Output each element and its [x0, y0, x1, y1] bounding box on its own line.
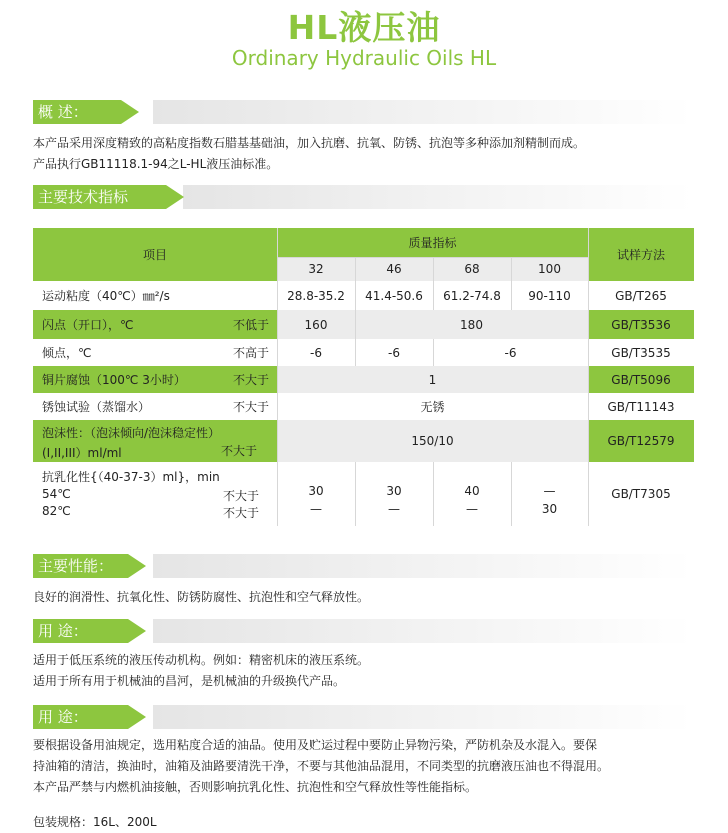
table-cell: 28.8-35.2 [277, 281, 355, 310]
row-rust-item: 锈蚀试验（蒸馏水） [33, 393, 213, 420]
notes-line: 持油箱的清洁，换油时，油箱及油路要清洗干净，不要与其他油品混用，不同类型的抗磨液压油也不得混用。 [33, 759, 610, 773]
row-viscosity-item: 运动粘度（40℃）㎜²/s [33, 281, 277, 310]
table-cell: 30 [386, 484, 402, 498]
performance-text [33, 587, 713, 608]
section-usage-header [33, 619, 693, 643]
table-cell: 61.2-74.8 [433, 281, 511, 310]
spec-table [33, 228, 694, 526]
row-flash-method: GB/T3536 [588, 310, 694, 339]
section-overview-title: 概 述： [33, 100, 121, 124]
table-cell: 30 [541, 502, 558, 516]
packaging-text: 包装规格：16L、200L [33, 815, 157, 829]
row-pour-limit: 不高于 [213, 339, 277, 366]
overview-text [33, 133, 713, 175]
row-flash-limit: 不低于 [213, 310, 277, 339]
table-cell: 90-110 [511, 281, 588, 310]
table-cell: 无锈 [277, 393, 588, 420]
notes-line: 要根据设备用油规定，选用粘度合适的油品。使用及贮运过程中要防止异物污染，严防机杂及水混入。要保 [33, 738, 598, 752]
usage-line: 适用于低压系统的液压传动机构。例如：精密机床的液压系统。 [33, 653, 370, 667]
table-cell: 160 [277, 310, 355, 339]
table-cell: -6 [355, 339, 433, 366]
section-specs-title: 主要技术指标 [33, 185, 166, 209]
row-rust-method: GB/T11143 [588, 393, 694, 420]
page-subtitle: Ordinary Hydraulic Oils HL [231, 46, 497, 70]
usage-line: 适用于所有用于机械油的昌河，是机械油的升级换代产品。 [33, 674, 346, 688]
usage-text [33, 650, 713, 692]
table-cell: 180 [355, 310, 588, 339]
grade-100: 100 [511, 257, 588, 281]
header-item: 项目 [33, 228, 277, 281]
row-demulsibility-item: 抗乳化性{（40-37-3）ml}，min [42, 470, 220, 484]
section-usage-title: 用 途： [33, 619, 128, 643]
notes-text [33, 735, 713, 798]
notes-line: 本产品严禁与内燃机油接触，否则影响抗乳化性、抗泡性和空气释放性等性能指标。 [33, 780, 478, 794]
page-title: HL液压油 [287, 8, 441, 47]
performance-line: 良好的润滑性、抗氧化性、防锈防腐性、抗泡性和空气释放性。 [33, 590, 370, 604]
grade-68: 68 [433, 257, 511, 281]
table-cell: 150/10 [277, 420, 588, 462]
table-cell: -6 [277, 339, 355, 366]
table-cell: — [543, 484, 556, 498]
table-cell: 40 [464, 484, 480, 498]
table-cell: 30 [308, 484, 324, 498]
row-foam-limit: 不大于 [221, 444, 258, 458]
table-cell: — [310, 502, 322, 516]
section-overview-header [33, 100, 693, 124]
table-cell: 1 [277, 366, 588, 393]
section-performance-title: 主要性能： [33, 554, 128, 578]
overview-line: 产品执行GB11118.1-94之L-HL液压油标准。 [33, 157, 279, 171]
row-flash-item: 闪点（开口），℃ [33, 310, 213, 339]
row-copper-item: 铜片腐蚀（100℃ 3小时） [33, 366, 213, 393]
demulsibility-54-limit: 不大于 [223, 489, 260, 503]
table-cell: -6 [433, 339, 588, 366]
row-copper-method: GB/T5096 [588, 366, 694, 393]
section-notes-title: 用 途： [33, 705, 128, 729]
section-performance-header [33, 554, 693, 578]
table-cell: — [466, 502, 478, 516]
row-pour-method: GB/T3535 [588, 339, 694, 366]
grade-32: 32 [277, 257, 355, 281]
header-quality: 质量指标 [277, 228, 588, 257]
table-cell: — [388, 502, 400, 516]
demulsibility-82-limit: 不大于 [223, 506, 260, 520]
row-copper-limit: 不大于 [213, 366, 277, 393]
row-pour-item: 倾点，℃ [33, 339, 213, 366]
row-foam-item: 泡沫性：（泡沫倾向/泡沫稳定性） [42, 426, 221, 440]
overview-line: 本产品采用深度精致的高粘度指数石腊基基础油，加入抗磨、抗氧、防锈、抗泡等多种添加剂精制而成。 [33, 136, 586, 150]
row-rust-limit: 不大于 [213, 393, 277, 420]
row-demulsibility-method: GB/T7305 [611, 487, 671, 501]
section-specs-header [33, 185, 693, 209]
demulsibility-82-label: 82℃ [42, 504, 71, 518]
demulsibility-54-label: 54℃ [42, 487, 71, 501]
table-cell: 41.4-50.6 [355, 281, 433, 310]
grade-46: 46 [355, 257, 433, 281]
section-notes-header [33, 705, 693, 729]
row-foam-item-units: (I,II,III）ml/ml [42, 446, 122, 460]
row-viscosity-method: GB/T265 [588, 281, 694, 310]
row-foam-method: GB/T12579 [588, 420, 694, 462]
header-method: 试样方法 [588, 228, 694, 281]
